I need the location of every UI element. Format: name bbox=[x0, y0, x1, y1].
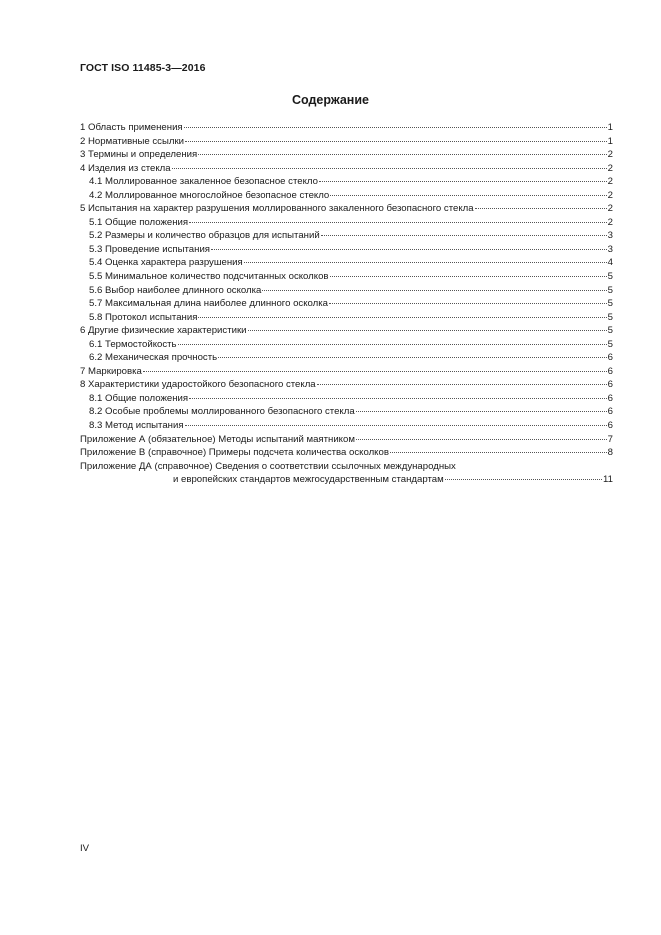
toc-entry-label: 5.8 Протокол испытания bbox=[89, 311, 198, 323]
toc-entry-page: 3 bbox=[607, 243, 613, 255]
toc-entry-label: 3 Термины и определения bbox=[80, 149, 198, 161]
toc-entry[interactable] bbox=[80, 365, 613, 379]
toc-entry-page: 6 bbox=[607, 379, 613, 391]
toc-entry-label: 5.5 Минимальное количество подсчитанных осколков bbox=[89, 271, 329, 283]
toc-leader-dots bbox=[172, 168, 607, 169]
toc-entry[interactable] bbox=[80, 256, 613, 270]
toc-entry-label: 5.7 Максимальная длина наиболее длинного осколка bbox=[89, 298, 329, 310]
toc-leader-dots bbox=[330, 195, 606, 196]
toc-leader-dots bbox=[244, 262, 607, 263]
toc-leader-dots bbox=[189, 398, 607, 399]
toc-leader-dots bbox=[330, 276, 607, 277]
toc-entry-label: 5 Испытания на характер разрушения моллированного закаленного безопасного стекла bbox=[80, 203, 474, 215]
toc-leader-dots bbox=[184, 127, 607, 128]
toc-entry-label: 6 Другие физические характеристики bbox=[80, 325, 247, 337]
toc-entry-page: 1 bbox=[607, 135, 613, 147]
toc-leader-dots bbox=[218, 357, 607, 358]
toc-entry[interactable] bbox=[80, 378, 613, 392]
toc-leader-dots bbox=[475, 208, 607, 209]
toc-entry-label: 5.3 Проведение испытания bbox=[89, 243, 210, 255]
toc-entry-page: 5 bbox=[607, 311, 613, 323]
toc-entry-page: 7 bbox=[607, 433, 613, 445]
toc-entry-label: 7 Маркировка bbox=[80, 365, 142, 377]
toc-entry-label: 8 Характеристики ударостойкого безопасного стекла bbox=[80, 379, 316, 391]
toc-entry-page: 6 bbox=[607, 392, 613, 404]
toc-entry-label: 8.2 Особые проблемы моллированного безопасного стекла bbox=[89, 406, 355, 418]
toc-leader-dots bbox=[262, 290, 606, 291]
toc-entry-page: 2 bbox=[607, 176, 613, 188]
toc-entry-label: 5.4 Оценка характера разрушения bbox=[89, 257, 243, 269]
toc-entry-page: 2 bbox=[607, 216, 613, 228]
toc-entry-label: 4.1 Моллированное закаленное безопасное стекло bbox=[89, 176, 318, 188]
toc-leader-dots bbox=[329, 303, 607, 304]
toc-leader-dots bbox=[198, 317, 606, 318]
toc-leader-dots bbox=[317, 384, 607, 385]
toc-entry[interactable] bbox=[80, 392, 613, 406]
toc-entry-page: 6 bbox=[607, 420, 613, 432]
toc-entry-page: 3 bbox=[607, 230, 613, 242]
toc-entry[interactable] bbox=[80, 446, 613, 460]
toc-leader-dots bbox=[211, 249, 607, 250]
toc-leader-dots bbox=[189, 222, 607, 223]
toc-entry[interactable] bbox=[80, 175, 613, 189]
toc-entry-page: 5 bbox=[607, 271, 613, 283]
toc-entry-page: 5 bbox=[607, 338, 613, 350]
toc-leader-dots bbox=[185, 141, 607, 142]
toc-leader-dots bbox=[319, 181, 607, 182]
toc-entry[interactable] bbox=[80, 243, 613, 257]
toc-entry[interactable] bbox=[80, 284, 613, 298]
toc-entry-label: 5.6 Выбор наиболее длинного осколка bbox=[89, 284, 262, 296]
toc-entry-label: 1 Область применения bbox=[80, 122, 183, 133]
toc-entry[interactable] bbox=[80, 351, 613, 365]
toc-entry-label: 6.1 Термостойкость bbox=[89, 338, 177, 350]
toc-entry-label: 4.2 Моллированное многослойное безопасное стекло bbox=[89, 189, 330, 201]
toc-entry-page: 2 bbox=[607, 189, 613, 201]
toc-entry-wrapped-line2[interactable] bbox=[80, 473, 613, 487]
toc-entry[interactable] bbox=[80, 202, 613, 216]
toc-entry-page: 11 bbox=[603, 474, 613, 486]
toc-entry[interactable] bbox=[80, 311, 613, 325]
toc-entry[interactable] bbox=[80, 229, 613, 243]
toc-entry[interactable] bbox=[80, 324, 613, 338]
toc-entry-page: 8 bbox=[607, 447, 613, 459]
toc-entry-label: 2 Нормативные ссылки bbox=[80, 135, 185, 147]
toc-entry-page: 2 bbox=[607, 162, 613, 174]
table-of-contents bbox=[80, 121, 613, 487]
toc-entry-wrapped-line1[interactable]: Приложение ДА (справочное) Сведения о соответствии ссылочных международных bbox=[80, 460, 456, 472]
toc-leader-dots bbox=[356, 411, 607, 412]
page-number: IV bbox=[80, 843, 90, 854]
toc-entry[interactable] bbox=[80, 216, 613, 230]
toc-leader-dots bbox=[198, 154, 606, 155]
toc-leader-dots bbox=[321, 235, 607, 236]
toc-entry[interactable] bbox=[80, 338, 613, 352]
toc-entry[interactable] bbox=[80, 189, 613, 203]
toc-leader-dots bbox=[143, 371, 607, 372]
toc-entry-page: 5 bbox=[607, 284, 613, 296]
toc-entry[interactable] bbox=[80, 297, 613, 311]
toc-entry-label: 8.1 Общие положения bbox=[89, 392, 189, 404]
toc-entry-page: 6 bbox=[607, 352, 613, 364]
toc-entry-label: Приложение В (справочное) Примеры подсчета количества осколков bbox=[80, 447, 389, 459]
toc-entry-page: 5 bbox=[607, 325, 613, 337]
toc-leader-dots bbox=[248, 330, 607, 331]
toc-leader-dots bbox=[178, 344, 607, 345]
toc-title: Содержание bbox=[291, 93, 369, 107]
toc-entry-page: 4 bbox=[607, 257, 613, 269]
toc-leader-dots bbox=[356, 439, 607, 440]
toc-entry-page: 2 bbox=[607, 203, 613, 215]
toc-entry-label: 4 Изделия из стекла bbox=[80, 162, 171, 174]
toc-entry[interactable] bbox=[80, 433, 613, 447]
toc-entry[interactable] bbox=[80, 419, 613, 433]
toc-entry-page: 1 bbox=[607, 122, 613, 133]
toc-entry[interactable] bbox=[80, 135, 613, 149]
toc-entry-label: 5.2 Размеры и количество образцов для испытаний bbox=[89, 230, 320, 242]
toc-entry-label: и европейских стандартов межгосударственным стандартам bbox=[173, 474, 444, 486]
toc-entry-label: Приложение А (обязательное) Методы испытаний маятником bbox=[80, 433, 355, 445]
toc-entry-label: 8.3 Метод испытания bbox=[89, 420, 184, 432]
toc-entry[interactable] bbox=[80, 405, 613, 419]
toc-leader-dots bbox=[445, 479, 602, 480]
toc-entry[interactable] bbox=[80, 148, 613, 162]
toc-entry[interactable] bbox=[80, 162, 613, 176]
toc-leader-dots bbox=[390, 452, 607, 453]
toc-leader-dots bbox=[185, 425, 607, 426]
toc-entry[interactable] bbox=[80, 121, 613, 135]
toc-entry-page: 6 bbox=[607, 406, 613, 418]
toc-entry-label: 5.1 Общие положения bbox=[89, 216, 189, 228]
toc-entry-label: 6.2 Механическая прочность bbox=[89, 352, 218, 364]
document-header: ГОСТ ISO 11485-3—2016 bbox=[80, 62, 206, 74]
toc-entry-page: 5 bbox=[607, 298, 613, 310]
toc-entry[interactable] bbox=[80, 270, 613, 284]
toc-entry-page: 2 bbox=[607, 149, 613, 161]
toc-entry-page: 6 bbox=[607, 365, 613, 377]
